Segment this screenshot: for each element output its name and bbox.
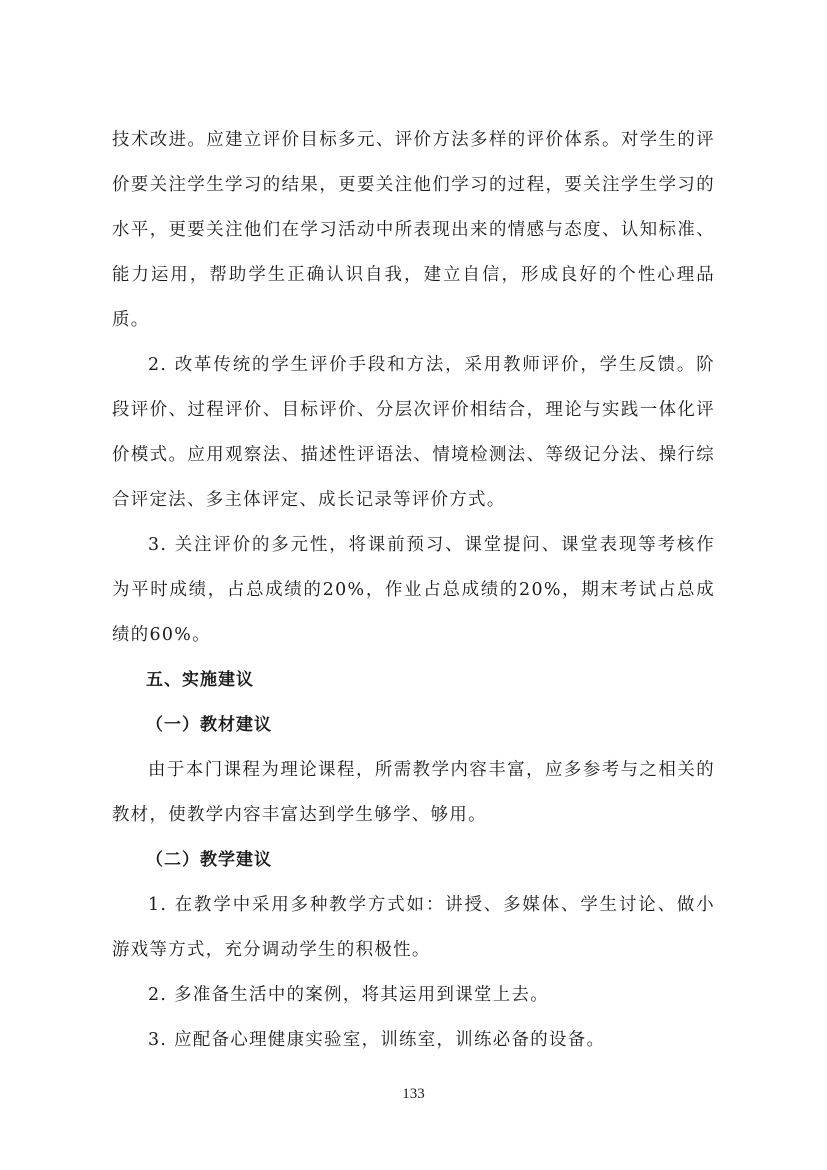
page-number: 133 [402,1086,425,1102]
subheading-textbook-suggestions: （一）教材建议 [146,715,272,735]
list-item-lab-equipment: 3. 应配备心理健康实验室，训练室，训练必备的设备。 [148,1030,606,1050]
list-item-teaching-methods: 1. 在教学中采用多种教学方式如：讲授、多媒体、学生讨论、做小游戏等方式，充分调动学生的积极性。 [112,895,715,960]
section-heading-implementation: 五、实施建议 [146,670,254,690]
list-item-case-preparation: 2. 多准备生活中的案例，将其运用到课堂上去。 [148,985,549,1005]
paragraph-evaluation-reform: 2. 改革传统的学生评价手段和方法，采用教师评价，学生反馈。阶段评价、过程评价、目标评价、分层次评价相结合，理论与实践一体化评价模式。应用观察法、描述性评语法、情境检测法、等级记分法、操行综合评定法、多主体评定、成长记录等评价方式。 [112,355,715,510]
paragraph-textbook-suggestions: 由于本门课程为理论课程，所需教学内容丰富，应多参考与之相关的教材，使教学内容丰富达到学生够学、够用。 [112,760,715,825]
paragraph-evaluation-system: 技术改进。应建立评价目标多元、评价方法多样的评价体系。对学生的评价要关注学生学习的结果，更要关注他们学习的过程，要关注学生学习的水平，更要关注他们在学习活动中所表现出来的情感与态度、认知标准、能力运用，帮助学生正确认识自我，建立自信，形成良好的个性心理品质。 [112,130,715,330]
paragraph-evaluation-diversity: 3. 关注评价的多元性，将课前预习、课堂提问、课堂表现等考核作为平时成绩，占总成绩的20%，作业占总成绩的20%，期末考试占总成绩的60%。 [112,535,715,645]
document-body [112,118,715,1063]
subheading-teaching-suggestions: （二）教学建议 [146,850,272,870]
